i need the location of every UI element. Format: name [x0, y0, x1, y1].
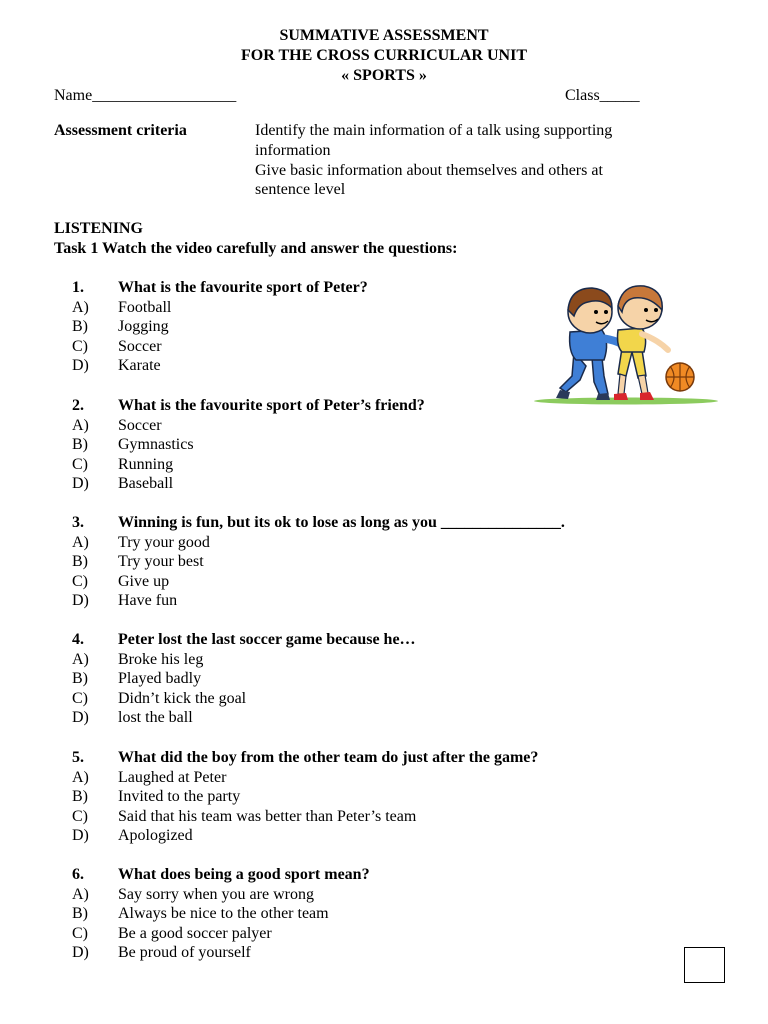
answer-option[interactable] [54, 533, 674, 553]
answer-option[interactable] [54, 416, 674, 436]
option-letter: D) [72, 592, 89, 610]
answer-option[interactable] [54, 474, 674, 494]
answer-option[interactable] [54, 572, 674, 592]
option-letter: D) [72, 357, 89, 375]
criteria-line: sentence level [255, 181, 346, 198]
option-text: Try your good [118, 533, 210, 551]
option-letter: D) [72, 475, 89, 493]
option-letter: D) [72, 827, 89, 845]
option-text: Be proud of yourself [118, 944, 251, 962]
option-letter: A) [72, 768, 89, 786]
option-letter: B) [72, 553, 88, 571]
option-text: Didn’t kick the goal [118, 689, 247, 707]
option-letter: B) [72, 670, 88, 688]
answer-option[interactable] [54, 455, 674, 475]
option-letter: A) [72, 885, 89, 903]
answer-option[interactable] [54, 650, 674, 670]
question-text: Winning is fun, but its ok to lose as long as you _______________. [118, 514, 565, 531]
answer-option[interactable] [54, 708, 674, 728]
question-block [54, 630, 674, 728]
answer-option[interactable] [54, 669, 674, 689]
question-number: 5. [72, 749, 84, 766]
answer-option[interactable] [54, 689, 674, 709]
answer-option[interactable] [54, 943, 674, 963]
option-text: Played badly [118, 670, 202, 688]
option-text: Broke his leg [118, 650, 204, 668]
question-row [54, 748, 674, 768]
question-number: 2. [72, 397, 84, 414]
doc-title-line-2: FOR THE CROSS CURRICULAR UNIT [241, 47, 527, 64]
criteria-line: Give basic information about themselves and others at [255, 162, 603, 179]
doc-title-line-3: « SPORTS » [341, 67, 427, 84]
answer-option[interactable] [54, 787, 674, 807]
criteria-line: Identify the main information of a talk using supporting [255, 122, 613, 139]
right-boy-figure [614, 286, 668, 400]
question-text: What is the favourite sport of Peter’s friend? [118, 397, 425, 414]
answer-option[interactable] [54, 768, 674, 788]
question-block [54, 396, 674, 494]
option-text: Running [118, 455, 174, 473]
question-text: What does being a good sport mean? [118, 866, 370, 883]
answer-option[interactable] [54, 552, 674, 572]
option-letter: C) [72, 572, 88, 590]
answer-option[interactable] [54, 924, 674, 944]
option-letter: C) [72, 689, 88, 707]
option-text: Invited to the party [118, 788, 241, 806]
option-text: Said that his team was better than Peter’s team [118, 807, 417, 825]
question-block [54, 748, 674, 846]
answer-option[interactable] [54, 591, 674, 611]
question-number: 1. [72, 279, 84, 296]
option-letter: A) [72, 650, 89, 668]
question-text: Peter lost the last soccer game because he… [118, 631, 416, 648]
option-letter: C) [72, 807, 88, 825]
question-number: 3. [72, 514, 84, 531]
option-text: Always be nice to the other team [118, 905, 329, 923]
option-text: Laughed at Peter [118, 768, 227, 786]
basketball-shape [666, 363, 694, 391]
option-letter: B) [72, 318, 88, 336]
score-box[interactable] [684, 947, 725, 983]
answer-option[interactable] [54, 826, 674, 846]
answer-option[interactable] [54, 807, 674, 827]
question-row [54, 865, 674, 885]
option-letter: A) [72, 298, 89, 316]
option-letter: C) [72, 337, 88, 355]
section-title: LISTENING [54, 220, 143, 237]
option-letter: A) [72, 533, 89, 551]
question-number: 6. [72, 866, 84, 883]
task-instruction: Task 1 Watch the video carefully and answer the questions: [54, 240, 458, 257]
question-block [54, 865, 674, 963]
option-text: Soccer [118, 337, 162, 355]
option-letter: B) [72, 905, 88, 923]
criteria-line: information [255, 142, 331, 159]
name-field: Name__________________ [54, 87, 237, 104]
option-letter: C) [72, 924, 88, 942]
option-text: lost the ball [118, 709, 193, 727]
option-letter: A) [72, 416, 89, 434]
option-text: Apologized [118, 827, 193, 845]
option-text: Soccer [118, 416, 162, 434]
option-text: Football [118, 298, 172, 316]
option-text: Try your best [118, 553, 204, 571]
option-text: Say sorry when you are wrong [118, 885, 314, 903]
option-letter: B) [72, 436, 88, 454]
criteria-label: Assessment criteria [54, 122, 187, 139]
option-text: Karate [118, 357, 161, 375]
doc-title-line-1: SUMMATIVE ASSESSMENT [279, 27, 489, 44]
option-letter: D) [72, 709, 89, 727]
two-boys-playing-ball-illustration [530, 280, 722, 410]
option-text: Gymnastics [118, 436, 194, 454]
option-text: Baseball [118, 475, 174, 493]
option-letter: C) [72, 455, 88, 473]
question-row [54, 630, 674, 650]
question-text: What is the favourite sport of Peter? [118, 279, 368, 296]
answer-option[interactable] [54, 885, 674, 905]
class-field: Class_____ [565, 87, 640, 104]
option-text: Be a good soccer palyer [118, 924, 272, 942]
question-number: 4. [72, 631, 84, 648]
answer-option[interactable] [54, 435, 674, 455]
option-text: Give up [118, 572, 170, 590]
answer-option[interactable] [54, 904, 674, 924]
question-row [54, 513, 674, 533]
option-letter: D) [72, 944, 89, 962]
option-letter: B) [72, 788, 88, 806]
option-text: Jogging [118, 318, 169, 336]
question-block [54, 513, 674, 611]
option-text: Have fun [118, 592, 178, 610]
question-text: What did the boy from the other team do just after the game? [118, 749, 539, 766]
